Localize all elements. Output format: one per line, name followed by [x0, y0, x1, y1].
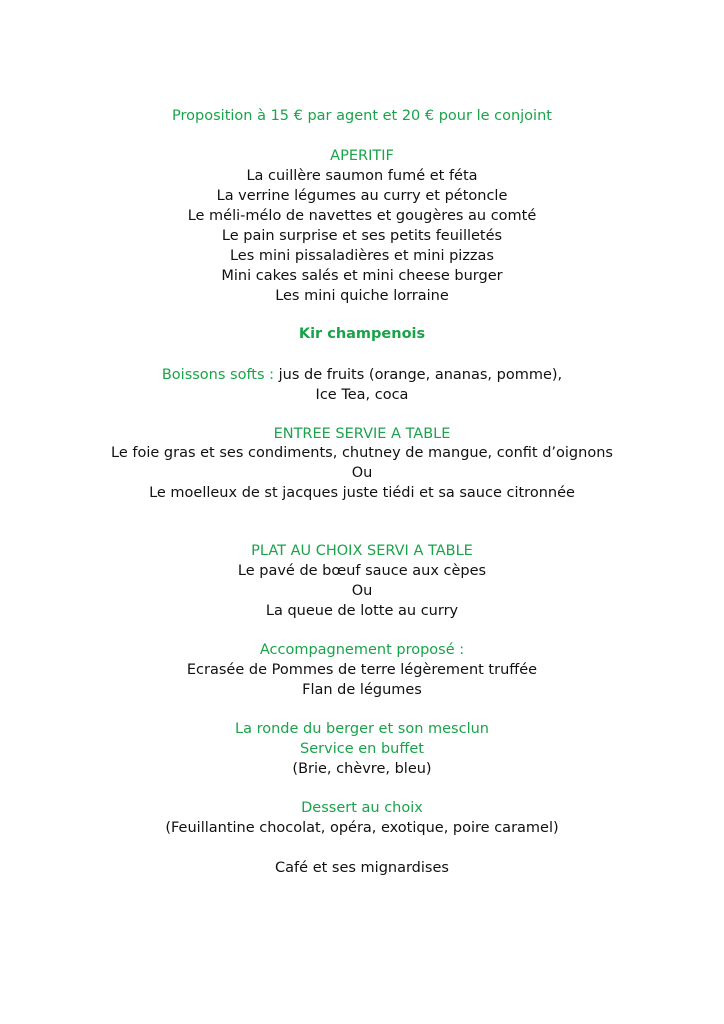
- plat-heading: PLAT AU CHOIX SERVI A TABLE: [251, 543, 473, 559]
- entree-heading: ENTREE SERVIE A TABLE: [273, 426, 451, 442]
- boissons-text: jus de fruits (orange, ananas, pomme),: [274, 367, 563, 383]
- aperitif-heading: APERITIF: [330, 148, 394, 164]
- aperitif-item: La verrine légumes au curry et pétoncle: [216, 188, 508, 204]
- entree-or: Ou: [351, 465, 373, 481]
- aperitif-item: Les mini pissaladières et mini pizzas: [229, 248, 494, 264]
- entree-option-1: Le foie gras et ses condiments, chutney de mangue, confit d’oignons: [111, 445, 613, 461]
- fromage-detail: (Brie, chèvre, bleu): [292, 761, 432, 777]
- dessert-detail: (Feuillantine chocolat, opéra, exotique, poire caramel): [165, 820, 559, 836]
- dessert-heading: Dessert au choix: [301, 800, 423, 816]
- cafe-line: Café et ses mignardises: [275, 860, 449, 876]
- aperitif-item: Le pain surprise et ses petits feuilletés: [221, 228, 503, 244]
- plat-option-2: La queue de lotte au curry: [265, 603, 459, 619]
- fromage-subheading: Service en buffet: [300, 741, 424, 757]
- aperitif-item: Les mini quiche lorraine: [275, 288, 449, 304]
- fromage-heading: La ronde du berger et son mesclun: [235, 721, 489, 737]
- boissons-line: [0, 365, 724, 385]
- boissons-line-2: Ice Tea, coca: [315, 387, 409, 403]
- plat-or: Ou: [351, 583, 373, 599]
- intro-line: Proposition à 15 € par agent et 20 € pour le conjoint: [172, 108, 552, 124]
- accompagnement-heading: Accompagnement proposé :: [259, 642, 465, 658]
- accompagnement-item: Flan de légumes: [302, 682, 422, 698]
- accompagnement-item: Ecrasée de Pommes de terre légèrement truffée: [186, 662, 538, 678]
- boissons-label: Boissons softs :: [161, 367, 275, 383]
- aperitif-item: Mini cakes salés et mini cheese burger: [221, 268, 503, 284]
- aperitif-item: La cuillère saumon fumé et féta: [246, 168, 478, 184]
- plat-option-1: Le pavé de bœuf sauce aux cèpes: [237, 563, 487, 579]
- entree-option-2: Le moelleux de st jacques juste tiédi et sa sauce citronnée: [149, 485, 575, 501]
- aperitif-item: Le méli-mélo de navettes et gougères au comté: [187, 208, 537, 224]
- kir-heading: Kir champenois: [298, 326, 426, 342]
